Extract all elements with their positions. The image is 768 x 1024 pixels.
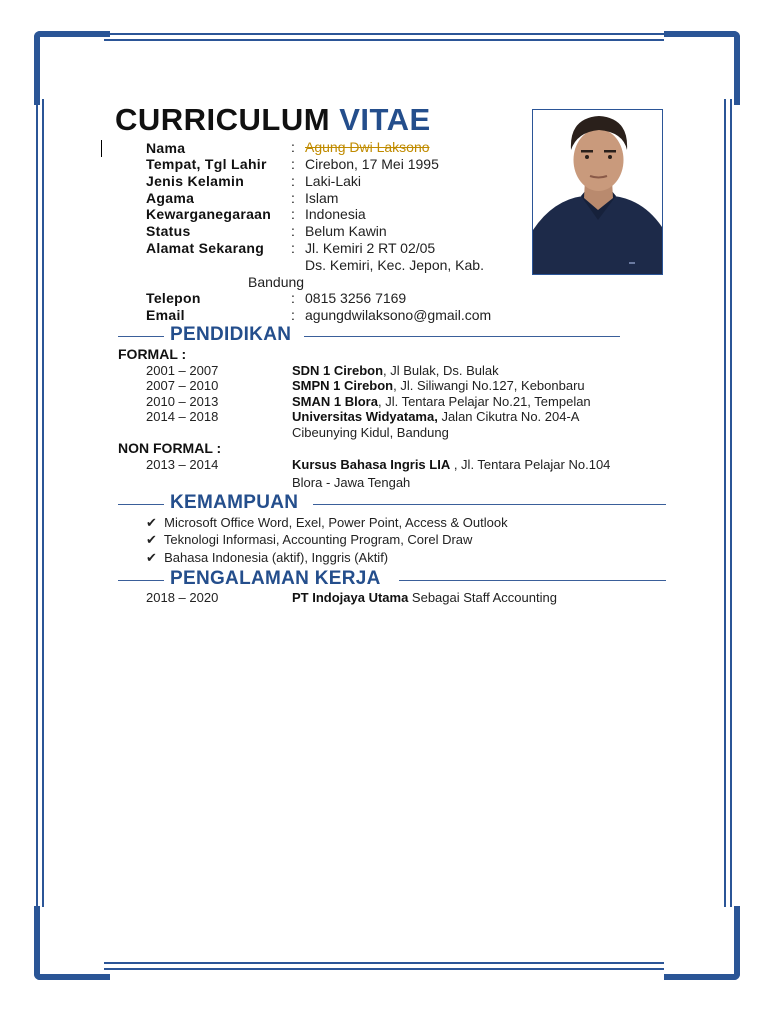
edu-entry — [292, 363, 499, 378]
section-rule-right — [313, 504, 666, 505]
label-nama: Nama — [146, 140, 186, 156]
edu-school: SMAN 1 Blora — [292, 394, 378, 409]
edu-years: 2007 – 2010 — [146, 378, 219, 393]
exp-role: Sebagai Staff Accounting — [408, 590, 557, 605]
edu-years: 2014 – 2018 — [146, 409, 219, 424]
exp-years: 2018 – 2020 — [146, 590, 219, 605]
edu-detail: Jalan Cikutra No. 204-A — [437, 409, 580, 424]
edu-school: Universitas Widyatama, — [292, 409, 438, 424]
colon: : — [291, 190, 295, 206]
profile-photo-illustration — [533, 110, 663, 275]
label-kewarganegaraan: Kewarganegaraan — [146, 206, 272, 222]
frame-top-line-inner — [104, 39, 664, 41]
edu-entry — [292, 409, 579, 424]
edu-entry — [292, 394, 591, 409]
frame-corner-bottom-left — [34, 906, 110, 980]
value-alamat-line3: Bandung — [248, 274, 305, 290]
text-cursor — [101, 140, 102, 157]
section-heading-pengalaman-kerja: PENGALAMAN KERJA — [170, 568, 381, 589]
edu-school: SDN 1 Cirebon — [292, 363, 384, 378]
label-telepon: Telepon — [146, 290, 201, 306]
section-rule-left — [118, 580, 164, 581]
section-rule-left — [118, 504, 164, 505]
skill-item — [146, 550, 388, 566]
edu-detail: , Jl Bulak, Ds. Bulak — [383, 363, 499, 378]
frame-left-line-outer — [36, 99, 38, 907]
formal-label: FORMAL : — [118, 346, 187, 362]
value-jenis-kelamin: Laki-Laki — [305, 173, 362, 189]
value-nama: Agung Dwi Laksono — [305, 139, 430, 155]
colon: : — [291, 206, 295, 222]
skill-text: Bahasa Indonesia (aktif), Inggris (Aktif) — [164, 550, 389, 565]
check-icon: ✔ — [146, 515, 157, 530]
label-alamat: Alamat Sekarang — [146, 240, 265, 256]
value-alamat-line2: Ds. Kemiri, Kec. Jepon, Kab. — [305, 257, 484, 273]
title-black: CURRICULUM — [115, 102, 331, 137]
check-icon: ✔ — [146, 550, 157, 565]
colon: : — [291, 173, 295, 189]
colon: : — [291, 290, 295, 306]
value-status: Belum Kawin — [305, 223, 387, 239]
value-telepon: 0815 3256 7169 — [305, 290, 407, 306]
colon: : — [291, 240, 295, 256]
label-agama: Agama — [146, 190, 195, 206]
frame-left-line-inner — [42, 99, 44, 907]
section-rule-right — [399, 580, 666, 581]
frame-corner-top-right — [664, 31, 740, 105]
title-blue: VITAE — [339, 102, 431, 137]
edu-years: 2010 – 2013 — [146, 394, 219, 409]
check-icon: ✔ — [146, 532, 157, 547]
exp-entry — [292, 590, 557, 605]
section-rule-left — [118, 336, 164, 337]
skill-text: Microsoft Office Word, Exel, Power Point, Access & Outlook — [164, 515, 508, 530]
value-kewarganegaraan: Indonesia — [305, 206, 366, 222]
section-heading-kemampuan: KEMAMPUAN — [170, 492, 299, 513]
colon: : — [291, 156, 295, 172]
edu-detail: , Jl. Siliwangi No.127, Kebonbaru — [393, 378, 585, 393]
frame-bottom-line-outer — [104, 968, 664, 970]
edu-detail: , Jl. Tentara Pelajar No.104 — [450, 457, 611, 472]
frame-right-line-outer — [730, 99, 732, 907]
edu-detail-line2: Cibeunying Kidul, Bandung — [292, 425, 449, 440]
value-agama: Islam — [305, 190, 339, 206]
label-tempat-tgl-lahir: Tempat, Tgl Lahir — [146, 156, 267, 172]
nonformal-label: NON FORMAL : — [118, 440, 222, 456]
skill-text: Teknologi Informasi, Accounting Program, Corel Draw — [163, 532, 473, 547]
value-email: agungdwilaksono@gmail.com — [305, 307, 492, 323]
frame-top-line-outer — [104, 33, 664, 35]
colon: : — [291, 139, 295, 155]
frame-corner-bottom-right — [664, 906, 740, 980]
value-alamat-line1: Jl. Kemiri 2 RT 02/05 — [305, 240, 436, 256]
profile-photo — [532, 109, 663, 275]
section-heading-pendidikan: PENDIDIKAN — [170, 324, 292, 345]
frame-right-line-inner — [724, 99, 726, 907]
value-tempat-tgl-lahir: Cirebon, 17 Mei 1995 — [305, 156, 439, 172]
exp-company: PT Indojaya Utama — [292, 590, 409, 605]
edu-detail-line2: Blora - Jawa Tengah — [292, 475, 411, 490]
edu-entry — [292, 378, 585, 393]
edu-entry — [292, 457, 610, 472]
skill-item — [146, 515, 508, 531]
colon: : — [291, 307, 295, 323]
edu-years: 2001 – 2007 — [146, 363, 219, 378]
label-jenis-kelamin: Jenis Kelamin — [146, 173, 245, 189]
edu-years: 2013 – 2014 — [146, 457, 219, 472]
label-email: Email — [146, 307, 185, 323]
label-status: Status — [146, 223, 191, 239]
frame-corner-top-left — [34, 31, 110, 105]
section-rule-right — [304, 336, 620, 337]
page-title — [115, 102, 431, 138]
edu-school: Kursus Bahasa Ingris LIA — [292, 457, 451, 472]
frame-bottom-line-inner — [104, 962, 664, 964]
skill-item — [146, 532, 472, 548]
edu-school: SMPN 1 Cirebon — [292, 378, 394, 393]
colon: : — [291, 223, 295, 239]
edu-detail: , Jl. Tentara Pelajar No.21, Tempelan — [377, 394, 591, 409]
